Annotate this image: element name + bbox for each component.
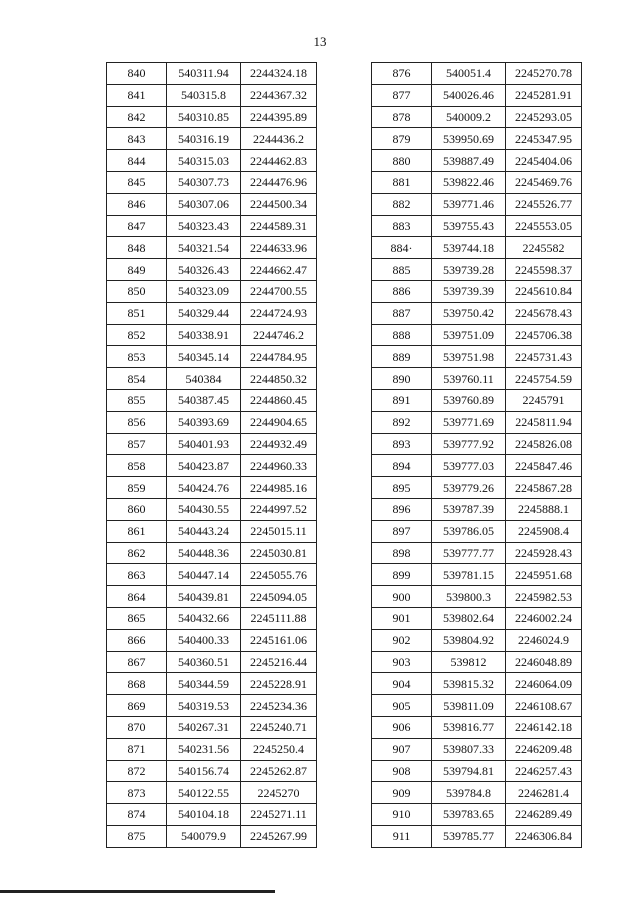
x-coordinate-cell: 540315.03	[167, 150, 241, 172]
x-coordinate-cell: 539751.98	[432, 346, 506, 368]
table-row	[372, 760, 582, 782]
coordinates-table-right-body	[372, 63, 582, 848]
table-row	[107, 760, 317, 782]
table-row	[372, 433, 582, 455]
x-coordinate-cell: 540360.51	[167, 651, 241, 673]
y-coordinate-cell: 2246048.89	[506, 651, 582, 673]
y-coordinate-cell: 2245791	[506, 389, 582, 411]
y-coordinate-cell: 2244985.16	[241, 477, 317, 499]
x-coordinate-cell: 540448.36	[167, 542, 241, 564]
x-coordinate-cell: 540310.85	[167, 106, 241, 128]
point-number-cell: 901	[372, 607, 432, 629]
point-number-cell: 850	[107, 280, 167, 302]
table-row	[107, 804, 317, 826]
y-coordinate-cell: 2246064.09	[506, 673, 582, 695]
point-number-cell: 893	[372, 433, 432, 455]
point-number-cell: 895	[372, 477, 432, 499]
point-number-cell: 855	[107, 389, 167, 411]
point-number-cell: 862	[107, 542, 167, 564]
table-row	[107, 825, 317, 847]
table-row	[107, 782, 317, 804]
y-coordinate-cell: 2244932.49	[241, 433, 317, 455]
point-number-cell: 877	[372, 84, 432, 106]
table-row	[372, 825, 582, 847]
point-number-cell: 881	[372, 171, 432, 193]
table-row	[372, 498, 582, 520]
point-number-cell: 878	[372, 106, 432, 128]
x-coordinate-cell: 540319.53	[167, 695, 241, 717]
x-coordinate-cell: 539777.92	[432, 433, 506, 455]
y-coordinate-cell: 2245404.06	[506, 150, 582, 172]
point-number-cell: 906	[372, 716, 432, 738]
y-coordinate-cell: 2244395.89	[241, 106, 317, 128]
table-row	[372, 280, 582, 302]
point-number-cell: 868	[107, 673, 167, 695]
y-coordinate-cell: 2245908.4	[506, 520, 582, 542]
x-coordinate-cell: 539784.8	[432, 782, 506, 804]
y-coordinate-cell: 2245161.06	[241, 629, 317, 651]
point-number-cell: 864	[107, 586, 167, 608]
y-coordinate-cell: 2246024.9	[506, 629, 582, 651]
point-number-cell: 886	[372, 280, 432, 302]
table-row	[107, 498, 317, 520]
table-row	[107, 150, 317, 172]
x-coordinate-cell: 539785.77	[432, 825, 506, 847]
point-number-cell: 897	[372, 520, 432, 542]
x-coordinate-cell: 540423.87	[167, 455, 241, 477]
table-row	[107, 215, 317, 237]
table-row	[372, 84, 582, 106]
table-row	[107, 106, 317, 128]
point-number-cell: 867	[107, 651, 167, 673]
table-row	[107, 716, 317, 738]
point-number-cell: 894	[372, 455, 432, 477]
y-coordinate-cell: 2245271.11	[241, 804, 317, 826]
y-coordinate-cell: 2245706.38	[506, 324, 582, 346]
point-number-cell: 853	[107, 346, 167, 368]
point-number-cell: 844	[107, 150, 167, 172]
point-number-cell: 892	[372, 411, 432, 433]
y-coordinate-cell: 2245867.28	[506, 477, 582, 499]
table-row	[372, 193, 582, 215]
point-number-cell: 854	[107, 368, 167, 390]
point-number-cell: 882	[372, 193, 432, 215]
table-row	[372, 629, 582, 651]
y-coordinate-cell: 2245267.99	[241, 825, 317, 847]
x-coordinate-cell: 540315.8	[167, 84, 241, 106]
y-coordinate-cell: 2245094.05	[241, 586, 317, 608]
point-number-cell: 887	[372, 302, 432, 324]
y-coordinate-cell: 2245928.43	[506, 542, 582, 564]
x-coordinate-cell: 540122.55	[167, 782, 241, 804]
table-row	[107, 629, 317, 651]
x-coordinate-cell: 539777.77	[432, 542, 506, 564]
table-row	[372, 477, 582, 499]
x-coordinate-cell: 539807.33	[432, 738, 506, 760]
point-number-cell: 841	[107, 84, 167, 106]
table-row	[107, 411, 317, 433]
x-coordinate-cell: 539815.32	[432, 673, 506, 695]
table-row	[107, 63, 317, 85]
x-coordinate-cell: 540323.09	[167, 280, 241, 302]
x-coordinate-cell: 539771.69	[432, 411, 506, 433]
y-coordinate-cell: 2244860.45	[241, 389, 317, 411]
table-row	[107, 564, 317, 586]
table-row	[107, 520, 317, 542]
table-row	[107, 433, 317, 455]
y-coordinate-cell: 2246002.24	[506, 607, 582, 629]
x-coordinate-cell: 539739.39	[432, 280, 506, 302]
point-number-cell: 875	[107, 825, 167, 847]
y-coordinate-cell: 2244589.31	[241, 215, 317, 237]
x-coordinate-cell: 539950.69	[432, 128, 506, 150]
table-row	[372, 106, 582, 128]
x-coordinate-cell: 539887.49	[432, 150, 506, 172]
x-coordinate-cell: 540231.56	[167, 738, 241, 760]
y-coordinate-cell: 2244462.83	[241, 150, 317, 172]
table-row	[372, 150, 582, 172]
point-number-cell: 845	[107, 171, 167, 193]
table-row	[372, 673, 582, 695]
coordinates-table-right	[371, 62, 582, 848]
point-number-cell: 871	[107, 738, 167, 760]
point-number-cell: 885	[372, 259, 432, 281]
y-coordinate-cell: 2244662.47	[241, 259, 317, 281]
y-coordinate-cell: 2245234.36	[241, 695, 317, 717]
point-number-cell: 903	[372, 651, 432, 673]
point-number-cell: 889	[372, 346, 432, 368]
y-coordinate-cell: 2245111.88	[241, 607, 317, 629]
table-row	[107, 455, 317, 477]
table-row	[372, 804, 582, 826]
table-row	[107, 673, 317, 695]
point-number-cell: 866	[107, 629, 167, 651]
y-coordinate-cell: 2246281.4	[506, 782, 582, 804]
point-number-cell: 843	[107, 128, 167, 150]
x-coordinate-cell: 539750.42	[432, 302, 506, 324]
x-coordinate-cell: 540432.66	[167, 607, 241, 629]
table-row	[372, 411, 582, 433]
y-coordinate-cell: 2245982.53	[506, 586, 582, 608]
point-number-cell: 859	[107, 477, 167, 499]
y-coordinate-cell: 2245469.76	[506, 171, 582, 193]
table-row	[107, 171, 317, 193]
y-coordinate-cell: 2245250.4	[241, 738, 317, 760]
y-coordinate-cell: 2245293.05	[506, 106, 582, 128]
x-coordinate-cell: 540311.94	[167, 63, 241, 85]
point-number-cell: 898	[372, 542, 432, 564]
y-coordinate-cell: 2245347.95	[506, 128, 582, 150]
x-coordinate-cell: 540104.18	[167, 804, 241, 826]
x-coordinate-cell: 539787.39	[432, 498, 506, 520]
x-coordinate-cell: 540267.31	[167, 716, 241, 738]
point-number-cell: 896	[372, 498, 432, 520]
table-row	[372, 389, 582, 411]
y-coordinate-cell: 2245598.37	[506, 259, 582, 281]
x-coordinate-cell: 539739.28	[432, 259, 506, 281]
x-coordinate-cell: 539794.81	[432, 760, 506, 782]
x-coordinate-cell: 540316.19	[167, 128, 241, 150]
page-number: 13	[313, 34, 327, 49]
table-row	[372, 63, 582, 85]
point-number-cell: 851	[107, 302, 167, 324]
x-coordinate-cell: 539800.3	[432, 586, 506, 608]
x-coordinate-cell: 540400.33	[167, 629, 241, 651]
x-coordinate-cell: 539804.92	[432, 629, 506, 651]
table-row	[107, 738, 317, 760]
point-number-cell: 860	[107, 498, 167, 520]
y-coordinate-cell: 2245847.46	[506, 455, 582, 477]
table-row	[372, 455, 582, 477]
table-row	[372, 607, 582, 629]
coordinates-table-left	[106, 62, 317, 848]
point-number-cell: 869	[107, 695, 167, 717]
x-coordinate-cell: 540424.76	[167, 477, 241, 499]
x-coordinate-cell: 539760.11	[432, 368, 506, 390]
x-coordinate-cell: 539802.64	[432, 607, 506, 629]
table-row	[372, 128, 582, 150]
x-coordinate-cell: 540329.44	[167, 302, 241, 324]
table-row	[107, 542, 317, 564]
x-coordinate-cell: 539781.15	[432, 564, 506, 586]
table-row	[107, 477, 317, 499]
point-number-cell: 907	[372, 738, 432, 760]
x-coordinate-cell: 540430.55	[167, 498, 241, 520]
point-number-cell: 861	[107, 520, 167, 542]
y-coordinate-cell: 2245553.05	[506, 215, 582, 237]
table-row	[372, 324, 582, 346]
point-number-cell: 876	[372, 63, 432, 85]
table-row	[107, 84, 317, 106]
y-coordinate-cell: 2244746.2	[241, 324, 317, 346]
y-coordinate-cell: 2245030.81	[241, 542, 317, 564]
point-number-cell: 911	[372, 825, 432, 847]
x-coordinate-cell: 539779.26	[432, 477, 506, 499]
table-row	[107, 586, 317, 608]
x-coordinate-cell: 540387.45	[167, 389, 241, 411]
y-coordinate-cell: 2245888.1	[506, 498, 582, 520]
x-coordinate-cell: 540345.14	[167, 346, 241, 368]
x-coordinate-cell: 540344.59	[167, 673, 241, 695]
y-coordinate-cell: 2245281.91	[506, 84, 582, 106]
table-row	[107, 259, 317, 281]
point-number-cell: 865	[107, 607, 167, 629]
point-number-cell: 872	[107, 760, 167, 782]
y-coordinate-cell: 2244324.18	[241, 63, 317, 85]
table-row	[107, 389, 317, 411]
table-row	[372, 259, 582, 281]
y-coordinate-cell: 2245055.76	[241, 564, 317, 586]
table-row	[372, 716, 582, 738]
y-coordinate-cell: 2246257.43	[506, 760, 582, 782]
point-number-cell: 874	[107, 804, 167, 826]
x-coordinate-cell: 540439.81	[167, 586, 241, 608]
x-coordinate-cell: 540447.14	[167, 564, 241, 586]
point-number-cell: 904	[372, 673, 432, 695]
point-number-cell: 908	[372, 760, 432, 782]
x-coordinate-cell: 540443.24	[167, 520, 241, 542]
point-number-cell: 888	[372, 324, 432, 346]
y-coordinate-cell: 2244476.96	[241, 171, 317, 193]
table-row	[107, 324, 317, 346]
point-number-cell: 856	[107, 411, 167, 433]
x-coordinate-cell: 539786.05	[432, 520, 506, 542]
x-coordinate-cell: 539777.03	[432, 455, 506, 477]
y-coordinate-cell: 2245270.78	[506, 63, 582, 85]
x-coordinate-cell: 539771.46	[432, 193, 506, 215]
table-row	[372, 564, 582, 586]
table-row	[107, 368, 317, 390]
table-row	[107, 237, 317, 259]
point-number-cell: 884·	[372, 237, 432, 259]
table-row	[107, 128, 317, 150]
x-coordinate-cell: 539812	[432, 651, 506, 673]
point-number-cell: 883	[372, 215, 432, 237]
table-row	[372, 171, 582, 193]
point-number-cell: 863	[107, 564, 167, 586]
y-coordinate-cell: 2244850.32	[241, 368, 317, 390]
y-coordinate-cell: 2244500.34	[241, 193, 317, 215]
y-coordinate-cell: 2244724.93	[241, 302, 317, 324]
point-number-cell: 899	[372, 564, 432, 586]
x-coordinate-cell: 540307.73	[167, 171, 241, 193]
x-coordinate-cell: 540326.43	[167, 259, 241, 281]
x-coordinate-cell: 539755.43	[432, 215, 506, 237]
y-coordinate-cell: 2245951.68	[506, 564, 582, 586]
y-coordinate-cell: 2245731.43	[506, 346, 582, 368]
table-row	[372, 695, 582, 717]
table-row	[107, 651, 317, 673]
y-coordinate-cell: 2246289.49	[506, 804, 582, 826]
point-number-cell: 847	[107, 215, 167, 237]
y-coordinate-cell: 2246142.18	[506, 716, 582, 738]
x-coordinate-cell: 539783.65	[432, 804, 506, 826]
point-number-cell: 852	[107, 324, 167, 346]
y-coordinate-cell: 2244960.33	[241, 455, 317, 477]
table-row	[372, 237, 582, 259]
point-number-cell: 873	[107, 782, 167, 804]
y-coordinate-cell: 2246306.84	[506, 825, 582, 847]
table-row	[372, 346, 582, 368]
y-coordinate-cell: 2246108.67	[506, 695, 582, 717]
table-row	[107, 695, 317, 717]
x-coordinate-cell: 540009.2	[432, 106, 506, 128]
y-coordinate-cell: 2244367.32	[241, 84, 317, 106]
x-coordinate-cell: 540323.43	[167, 215, 241, 237]
y-coordinate-cell: 2244436.2	[241, 128, 317, 150]
x-coordinate-cell: 539751.09	[432, 324, 506, 346]
table-row	[372, 651, 582, 673]
y-coordinate-cell: 2245228.91	[241, 673, 317, 695]
y-coordinate-cell: 2246209.48	[506, 738, 582, 760]
table-row	[372, 738, 582, 760]
table-row	[372, 542, 582, 564]
x-coordinate-cell: 540051.4	[432, 63, 506, 85]
table-row	[107, 346, 317, 368]
point-number-cell: 890	[372, 368, 432, 390]
y-coordinate-cell: 2245270	[241, 782, 317, 804]
y-coordinate-cell: 2245526.77	[506, 193, 582, 215]
x-coordinate-cell: 539760.89	[432, 389, 506, 411]
table-row	[372, 215, 582, 237]
table-row	[107, 607, 317, 629]
x-coordinate-cell: 539816.77	[432, 716, 506, 738]
point-number-cell: 840	[107, 63, 167, 85]
point-number-cell: 857	[107, 433, 167, 455]
x-coordinate-cell: 540384	[167, 368, 241, 390]
x-coordinate-cell: 540307.06	[167, 193, 241, 215]
y-coordinate-cell: 2245678.43	[506, 302, 582, 324]
table-row	[107, 302, 317, 324]
x-coordinate-cell: 539822.46	[432, 171, 506, 193]
table-row	[107, 193, 317, 215]
point-number-cell: 902	[372, 629, 432, 651]
y-coordinate-cell: 2245240.71	[241, 716, 317, 738]
y-coordinate-cell: 2245811.94	[506, 411, 582, 433]
point-number-cell: 849	[107, 259, 167, 281]
table-row	[372, 302, 582, 324]
point-number-cell: 880	[372, 150, 432, 172]
y-coordinate-cell: 2245015.11	[241, 520, 317, 542]
point-number-cell: 858	[107, 455, 167, 477]
x-coordinate-cell: 540156.74	[167, 760, 241, 782]
x-coordinate-cell: 539744.18	[432, 237, 506, 259]
y-coordinate-cell: 2244784.95	[241, 346, 317, 368]
y-coordinate-cell: 2244997.52	[241, 498, 317, 520]
point-number-cell: 909	[372, 782, 432, 804]
x-coordinate-cell: 540338.91	[167, 324, 241, 346]
x-coordinate-cell: 540079.9	[167, 825, 241, 847]
point-number-cell: 879	[372, 128, 432, 150]
table-row	[372, 782, 582, 804]
point-number-cell: 891	[372, 389, 432, 411]
point-number-cell: 905	[372, 695, 432, 717]
x-coordinate-cell: 540321.54	[167, 237, 241, 259]
y-coordinate-cell: 2245216.44	[241, 651, 317, 673]
table-row	[372, 368, 582, 390]
y-coordinate-cell: 2245754.59	[506, 368, 582, 390]
point-number-cell: 846	[107, 193, 167, 215]
coordinates-table-left-body	[107, 63, 317, 848]
table-row	[107, 280, 317, 302]
footer-rule	[0, 890, 275, 893]
y-coordinate-cell: 2245826.08	[506, 433, 582, 455]
table-row	[372, 520, 582, 542]
x-coordinate-cell: 540026.46	[432, 84, 506, 106]
y-coordinate-cell: 2245262.87	[241, 760, 317, 782]
y-coordinate-cell: 2244904.65	[241, 411, 317, 433]
y-coordinate-cell: 2244633.96	[241, 237, 317, 259]
y-coordinate-cell: 2245610.84	[506, 280, 582, 302]
point-number-cell: 910	[372, 804, 432, 826]
x-coordinate-cell: 540393.69	[167, 411, 241, 433]
point-number-cell: 842	[107, 106, 167, 128]
y-coordinate-cell: 2244700.55	[241, 280, 317, 302]
point-number-cell: 870	[107, 716, 167, 738]
point-number-cell: 848	[107, 237, 167, 259]
x-coordinate-cell: 540401.93	[167, 433, 241, 455]
table-row	[372, 586, 582, 608]
x-coordinate-cell: 539811.09	[432, 695, 506, 717]
point-number-cell: 900	[372, 586, 432, 608]
y-coordinate-cell: 2245582	[506, 237, 582, 259]
